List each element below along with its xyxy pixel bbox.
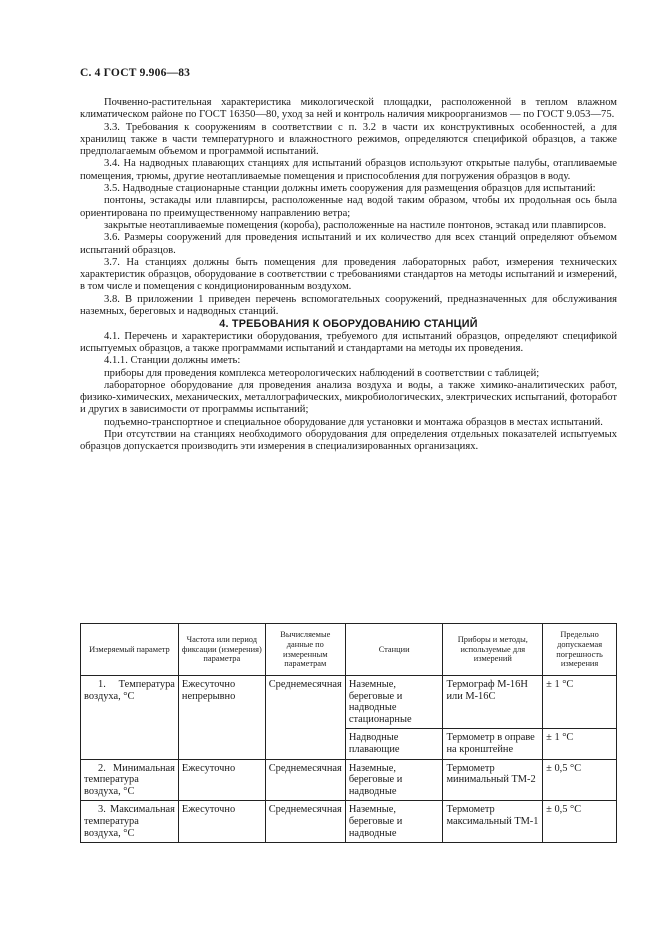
paragraph-3-6: 3.6. Размеры сооружений для проведения испытаний и их количество для всех станций определяют объемом испытаний образцов.	[80, 232, 617, 256]
paragraph-3-3: 3.3. Требования к сооружениям в соответствии с п. 3.2 в части их конструктивных особенностей, а для хранилищ также в части температурного и влажностного режимов, определяются спецификой образцов, а также предполагаемым объемом и программой испытаний.	[80, 121, 617, 158]
cell-station: Наземные, береговые и надводные	[345, 759, 443, 801]
cell-error: ± 0,5 °С	[543, 759, 617, 801]
cell-calculated: Среднемесячная	[265, 759, 345, 801]
cell-param: 3. Максимальная температура воздуха, °С	[81, 801, 179, 843]
paragraph-3-7: 3.7. На станциях должны быть помещения для проведения лабораторных работ, измерения технических характеристик образцов, оборудование в соответствии с требованиями стандартов на методы испытаний и измерений, в том числе и помещения с кондиционированным воздухом.	[80, 256, 617, 293]
section-title: 4. ТРЕБОВАНИЯ К ОБОРУДОВАНИЮ СТАНЦИЙ	[219, 318, 478, 331]
cell-error: ± 1 °С	[543, 729, 617, 759]
cell-device: Термометр максимальный ТМ-1	[443, 801, 543, 843]
cell-device: Термометр минимальный ТМ-2	[443, 759, 543, 801]
document-body	[80, 97, 617, 454]
paragraph-3-4: 3.4. На надводных плавающих станциях для испытаний образцов используют открытые палубы, отапливаемые помещения, трюмы, другие неотапливаемые помещения и приспособления для погружения образцов в воду.	[80, 158, 617, 182]
cell-frequency: Ежесуточно	[178, 759, 265, 801]
table-row	[81, 759, 617, 801]
cell-device: Термограф М-16Н или М-16С	[443, 676, 543, 729]
cell-error: ± 1 °С	[543, 676, 617, 729]
col-header-calculated: Вычисляемые данные по измеренным параметрам	[265, 624, 345, 676]
cell-frequency: Ежесуточно непрерывно	[178, 676, 265, 760]
col-header-frequency: Частота или период фиксации (измерения) параметра	[178, 624, 265, 676]
table-row	[81, 801, 617, 843]
col-header-param: Измеряемый параметр	[81, 624, 179, 676]
cell-calculated: Среднемесячная	[265, 676, 345, 760]
table-row	[81, 676, 617, 729]
paragraph-absence: При отсутствии на станциях необходимого оборудования для определения отдельных показателей испытуемых образцов допускается производить эти измерения в специализированных организациях.	[80, 429, 617, 453]
cell-frequency: Ежесуточно	[178, 801, 265, 843]
cell-param: 2. Минимальная температура воздуха, °С	[81, 759, 179, 801]
cell-error: ± 0,5 °С	[543, 801, 617, 843]
cell-station: Наземные, береговые и надводные стационарные	[345, 676, 443, 729]
paragraph-4-1-1: 4.1.1. Станции должны иметь:	[104, 355, 241, 367]
col-header-devices: Приборы и методы, используемые для измерений	[443, 624, 543, 676]
paragraph-lifting-equipment: подъемно-транспортное и специальное оборудование для установки и монтажа образцов в местах испытаний.	[104, 416, 603, 428]
paragraph-pontoons: понтоны, эстакады или плавпирсы, расположенные над водой таким образом, чтобы их продольная ось была ориентирована по преимущественному направлению ветра;	[80, 195, 617, 219]
paragraph-3-8: 3.8. В приложении 1 приведен перечень вспомогательных сооружений, предназначенных для обслуживания наземных, береговых и надводных станций.	[80, 293, 617, 318]
paragraph-closed-rooms: закрытые неотапливаемые помещения (короба), расположенные на настиле понтонов, эстакад или плавпирсов.	[104, 219, 607, 231]
paragraph-4-1: 4.1. Перечень и характеристики оборудования, требуемого для испытаний образцов, определяют спецификой испытуемых образцов, а также программами испытаний и стандартами на методы их проведения.	[80, 330, 617, 354]
paragraph-meteo-devices: приборы для проведения комплекса метеорологических наблюдений в соответствии с таблицей;	[104, 367, 540, 379]
paragraph-lab-equipment: лабораторное оборудование для проведения анализа воздуха и воды, а также химико-аналитических работ, физико-химических, механических, металлографических, микробиологических, электрических испытаний, фоторабот и других в зависимости от программы испытаний;	[80, 379, 617, 416]
page-header: С. 4 ГОСТ 9.906—83	[80, 67, 191, 79]
cell-param: 1. Температура воздуха, °С	[81, 676, 179, 760]
measurement-table	[80, 623, 617, 843]
cell-station: Надводные плавающие	[345, 729, 443, 759]
col-header-error: Предельно допускаемая погрешность измерения	[543, 624, 617, 676]
paragraph-soil: Почвенно-растительная характеристика микологической площадки, расположенной в теплом влажном климатическом районе по ГОСТ 16350—80, уход за ней и контроль наличия микроорганизмов — по ГОСТ 9.053—75.	[80, 97, 617, 121]
table-header-row	[81, 624, 617, 676]
col-header-stations: Станции	[345, 624, 443, 676]
cell-calculated: Среднемесячная	[265, 801, 345, 843]
cell-device: Термометр в оправе на кронштейне	[443, 729, 543, 759]
paragraph-3-5: 3.5. Надводные стационарные станции должны иметь сооружения для размещения образцов для испытаний:	[104, 183, 596, 195]
cell-station: Наземные, береговые и надводные	[345, 801, 443, 843]
